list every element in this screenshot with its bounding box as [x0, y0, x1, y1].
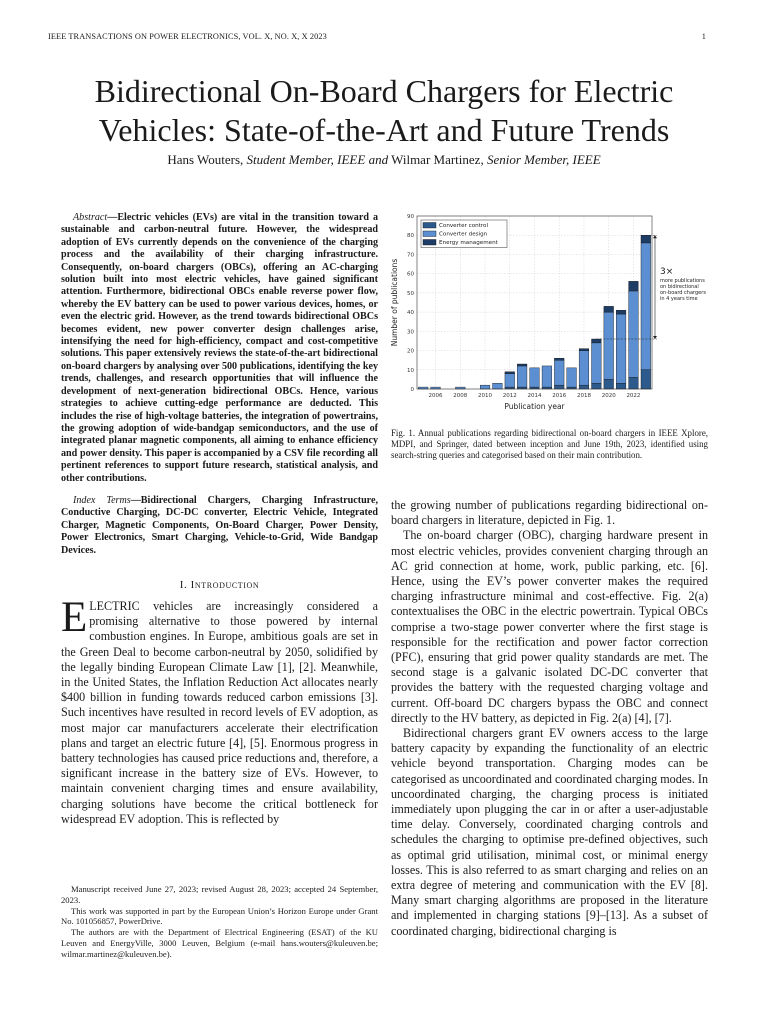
bar-segment: [567, 368, 577, 387]
bar-segment: [641, 370, 651, 389]
intro-text: vehicles are increasingly considered a promising alternative to those powered by internal combustion engines. In Europe, ambitious goals are set in the Green Deal to become carbon-neutral by 2050, solidified by the legally binding European Climate Law [1], [2]. Meanwhile, in the United States, the Inflation Reduction Act allocates nearly $400 billion in funding towards reduced carbon emissions [3]. Such incentives have resulted in record levels of EV adoption, as most major car manufacturers accelerate their electrification plans and target an electric future [4], [5]. Enormous progress in battery technologies has caused price reductions and, therefore, a significant increase in the battery size of EVs. However, to maintain convenient charging times and ensure availability, charging solutions have become the critical bottleneck for widespread EV adoption. This is reflected by: [61, 598, 378, 826]
drop-cap-rest: LECTRIC: [89, 598, 140, 613]
bar-segment: [542, 366, 552, 387]
bar-segment: [629, 377, 639, 389]
running-head: [48, 32, 706, 41]
bar-segment: [616, 314, 626, 383]
annotation-line-3: on-board chargers: [660, 290, 706, 296]
title-line-2: Vehicles: State-of-the-Art and Future Trends: [98, 112, 670, 148]
bar-segment: [517, 364, 527, 366]
bar-segment: [604, 379, 614, 389]
bar-segment: [604, 306, 614, 312]
index-terms-lead: Index Terms: [73, 494, 131, 506]
author-1-role: Student Member, IEEE: [246, 152, 366, 167]
chart-legend: [421, 220, 507, 248]
annotation-line-2: on bidirectional: [660, 284, 699, 290]
footnote-support: This work was supported in part by the European Union’s Horizon Europe under Grant No. 101056857, PowerDrive.: [61, 905, 378, 927]
right-column: [391, 498, 708, 939]
x-tick-label: 2022: [626, 393, 641, 399]
bar-segment: [554, 385, 564, 389]
x-tick-label: 2010: [478, 393, 493, 399]
abstract-text: —Electric vehicles (EVs) are vital in the transition toward a sustainable and carbon-neutral future. However, the widespread adoption of EVs currently depends on the convenience of the charging process and the availability of their charging infrastructure. Consequently, on-board chargers (OBCs), offering an AC-charging solution built into most electric vehicles, have gained significant attention. Furthermore, bidirectional OBCs enable reverse power flow, whereby the EV battery can be used to power various devices, homes, or even the electric grid. However, as the trend towards bidirectional OBCs becomes evident, new power converter design challenges arise, intensifying the need for high-efficiency, compact and cost-competitive solutions. This paper extensively reviews the state-of-the-art bidirectional on-board chargers by analysing over 500 publications, identifying the key trends, challenges, and research opportunities that will influence the development of next-generation bidirectional OBCs. Hence, various strategies to achieve cutting-edge performance are deducted. This includes the rise of high-voltage batteries, the integration of powertrains, the growing adoption of wide-bandgap semiconductors, and the use of integrated planar magnetic components, all aiming to enhance efficiency and power density. This paper is accompanied by a CSV file recording all pertinent references to support future research, statistical analysis, and other contributions.: [61, 212, 378, 484]
bar-segment: [629, 281, 639, 291]
bar-segment: [579, 349, 589, 351]
author-conjunction: and: [368, 152, 389, 167]
right-paragraph-1: the growing number of publications regarding bidirectional on-board chargers in literature, depicted in Fig. 1.: [391, 498, 708, 528]
index-terms: [61, 495, 378, 557]
x-tick-label: 2020: [601, 393, 616, 399]
author-2: Wilmar Martinez,: [391, 152, 484, 167]
author-2-role: Senior Member, IEEE: [486, 152, 601, 167]
journal-name: IEEE TRANSACTIONS ON POWER ELECTRONICS, VOL. X, NO. X, X 2023: [48, 32, 327, 41]
footnotes: [61, 884, 378, 960]
figure-caption: Fig. 1. Annual publications regarding bidirectional on-board chargers in IEEE Xplore, MDPI, and Springer, dated between inception and June 19th, 2023, identified using search-string queries and categorised based on their main contribution.: [391, 428, 708, 460]
y-tick-label: 0: [410, 387, 414, 393]
annotation-arrowhead-down: [653, 336, 657, 339]
bar-segment: [592, 383, 602, 389]
author-line: [40, 152, 728, 168]
publications-bar-chart: [385, 206, 715, 420]
bar-segment: [579, 385, 589, 389]
bar-segment: [517, 366, 527, 387]
legend-swatch: [423, 240, 436, 246]
bar-segment: [530, 368, 540, 387]
x-tick-label: 2014: [527, 393, 542, 399]
bar-segment: [592, 339, 602, 343]
drop-cap: E: [61, 593, 88, 641]
y-tick-label: 80: [407, 233, 414, 240]
paper-title: [40, 72, 728, 150]
author-1: Hans Wouters,: [167, 152, 244, 167]
index-terms-text: —Bidirectional Chargers, Charging Infrastructure, Conductive Charging, DC-DC converter, Electric Vehicle, Integrated Charger, Magnetic Components, On-Board Charger, Power Density, Power Electronics, Smart Charging, Vehicle-to-Grid, Wide Bandgap Devices.: [61, 494, 378, 556]
x-tick-label: 2006: [428, 393, 443, 399]
x-tick-label: 2016: [552, 393, 567, 399]
legend-entry: Converter control: [439, 223, 489, 230]
y-tick-label: 40: [407, 310, 414, 317]
bar-segment: [480, 385, 490, 389]
bar-segment: [554, 360, 564, 385]
y-tick-label: 10: [407, 367, 414, 374]
intro-paragraph: [61, 593, 378, 827]
legend-entry: Converter design: [439, 231, 488, 238]
y-tick-label: 60: [407, 271, 414, 278]
page-number: 1: [701, 32, 706, 41]
right-paragraph-3: Bidirectional chargers grant EV owners access to the large battery capacity by expanding the functionality of an electric vehicle beyond transportation. Charging modes can be categorised as uncoordinated and coordinated charging modes. In uncoordinated charging, the charging process is initiated immediately upon plugging the car in or after a user-adjustable time delay. Conversely, coordinated charging controls and schedules the charging to optimise pre-defined objectives, such as optimal grid utilisation, minimal cost, or minimal energy losses. This is also referred to as smart charging and relies on an extra degree of metering and communication with the EV [8]. Many smart charging algorithms are proposed in the literature and implemented in charging stations [9]–[13]. As a subset of coordinated charging, bidirectional charging is: [391, 726, 708, 938]
y-tick-label: 50: [407, 290, 414, 297]
annotation-line-1: more publications: [660, 278, 705, 284]
x-tick-label: 2008: [453, 393, 468, 399]
legend-swatch: [423, 231, 436, 237]
y-axis-label: Number of publications: [390, 258, 399, 347]
x-axis-label: Publication year: [504, 402, 565, 411]
x-tick-label: 2018: [576, 393, 591, 399]
bar-segment: [616, 310, 626, 314]
right-paragraph-2: The on-board charger (OBC), charging hardware present in most electric vehicles, provides convenient charging through an AC grid connection at home, work, public parking, etc. [6]. Hence, using the EV’s power converter makes the required charging infrastructure minimal and cost-effective. Fig. 2(a) contextualises the OBC in the electric powertrain. Typical OBCs comprise a two-stage power converter where the first stage is responsible for the rectification and power factor correction (PFC), ensuring that grid power quality standards are met. The second stage is a galvanic isolated DC-DC converter that provides the battery with the requested charging voltage and current. Off-board DC chargers bypass the OBC and connect directly to the HV battery, as depicted in Fig. 2(a) [4], [7].: [391, 528, 708, 725]
bar-segment: [493, 383, 503, 389]
bar-segment: [592, 343, 602, 383]
x-tick-label: 2012: [502, 393, 517, 399]
y-tick-label: 30: [407, 329, 414, 336]
bar-segment: [554, 358, 564, 360]
legend-entry: Energy management: [439, 240, 498, 247]
footnote-received: Manuscript received June 27, 2023; revised August 28, 2023; accepted 24 September, 2023.: [61, 884, 378, 905]
left-column: [61, 212, 378, 827]
bar-segment: [629, 291, 639, 378]
bar-segment: [505, 372, 515, 374]
bar-segment: [641, 243, 651, 370]
y-tick-label: 20: [407, 348, 414, 355]
annotation-3x: 3×: [660, 267, 674, 277]
annotation-arrowhead-up: [653, 235, 657, 238]
section-heading-introduction: I. Introduction: [179, 578, 260, 591]
bar-segment: [604, 312, 614, 379]
bar-segment: [579, 351, 589, 386]
footnote-affiliation: The authors are with the Department of Electrical Engineering (ESAT) of the KU Leuven and EnergyVille, 3000 Leuven, Belgium (e-mail hans.wouters@kuleuven.be; wilmar.martinez@kuleuven.be).: [61, 927, 378, 959]
annotation-line-4: in 4 years time: [660, 296, 698, 302]
legend-swatch: [423, 223, 436, 229]
abstract-lead: Abstract: [73, 212, 108, 223]
y-tick-label: 70: [407, 252, 414, 259]
title-line-1: Bidirectional On-Board Chargers for Electric: [94, 73, 674, 109]
abstract: [61, 212, 378, 485]
bar-segment: [505, 374, 515, 387]
bar-segment: [616, 383, 626, 389]
bar-segment: [641, 235, 651, 243]
y-tick-label: 90: [407, 214, 414, 220]
